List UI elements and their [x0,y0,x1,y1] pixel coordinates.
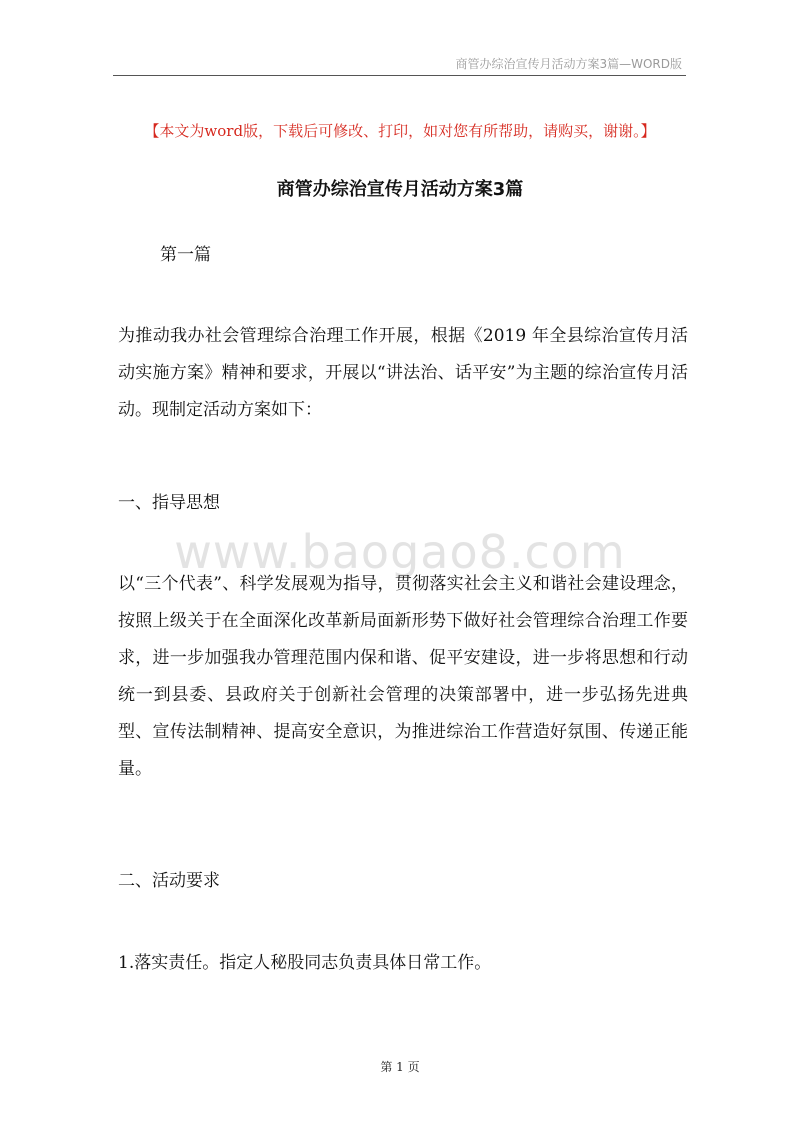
running-header: 商管办综治宣传月活动方案3篇—WORD版 [455,57,682,71]
requirement-item-1: 1.落实责任。指定人秘股同志负责具体日常工作。 [118,953,492,973]
part-label: 第一篇 [160,245,211,265]
section-heading-guiding-thought: 一、指导思想 [118,493,220,513]
section-heading-activity-requirements: 二、活动要求 [118,871,220,891]
guiding-thought-paragraph: 以“三个代表”、科学发展观为指导，贯彻落实社会主义和谐社会建设理念，按照上级关于在全面深化改革新局面新形势下做好社会管理综合治理工作要求，进一步加强我办管理范围内保和谐、促平安建设，进一步将思想和行动统一到县委、县政府关于创新社会管理的决策部署中，进一步弘扬先进典型、宣传法制精神、提高安全意识，为推进综治工作营造好氛围、传递正能量。 [118,574,688,779]
page-number: 第 1 页 [380,1060,420,1074]
watermark: www.baogao8.com [174,525,626,579]
document-title: 商管办综治宣传月活动方案3篇 [276,179,524,200]
header-divider [113,75,686,76]
purchase-notice: 【本文为word版，下载后可修改、打印，如对您有所帮助，请购买，谢谢。】 [144,122,656,140]
intro-paragraph: 为推动我办社会管理综合治理工作开展，根据《2019 年全县综治宣传月活动实施方案》精神和要求，开展以“讲法治、话平安”为主题的综治宣传月活动。现制定活动方案如下： [118,326,688,420]
